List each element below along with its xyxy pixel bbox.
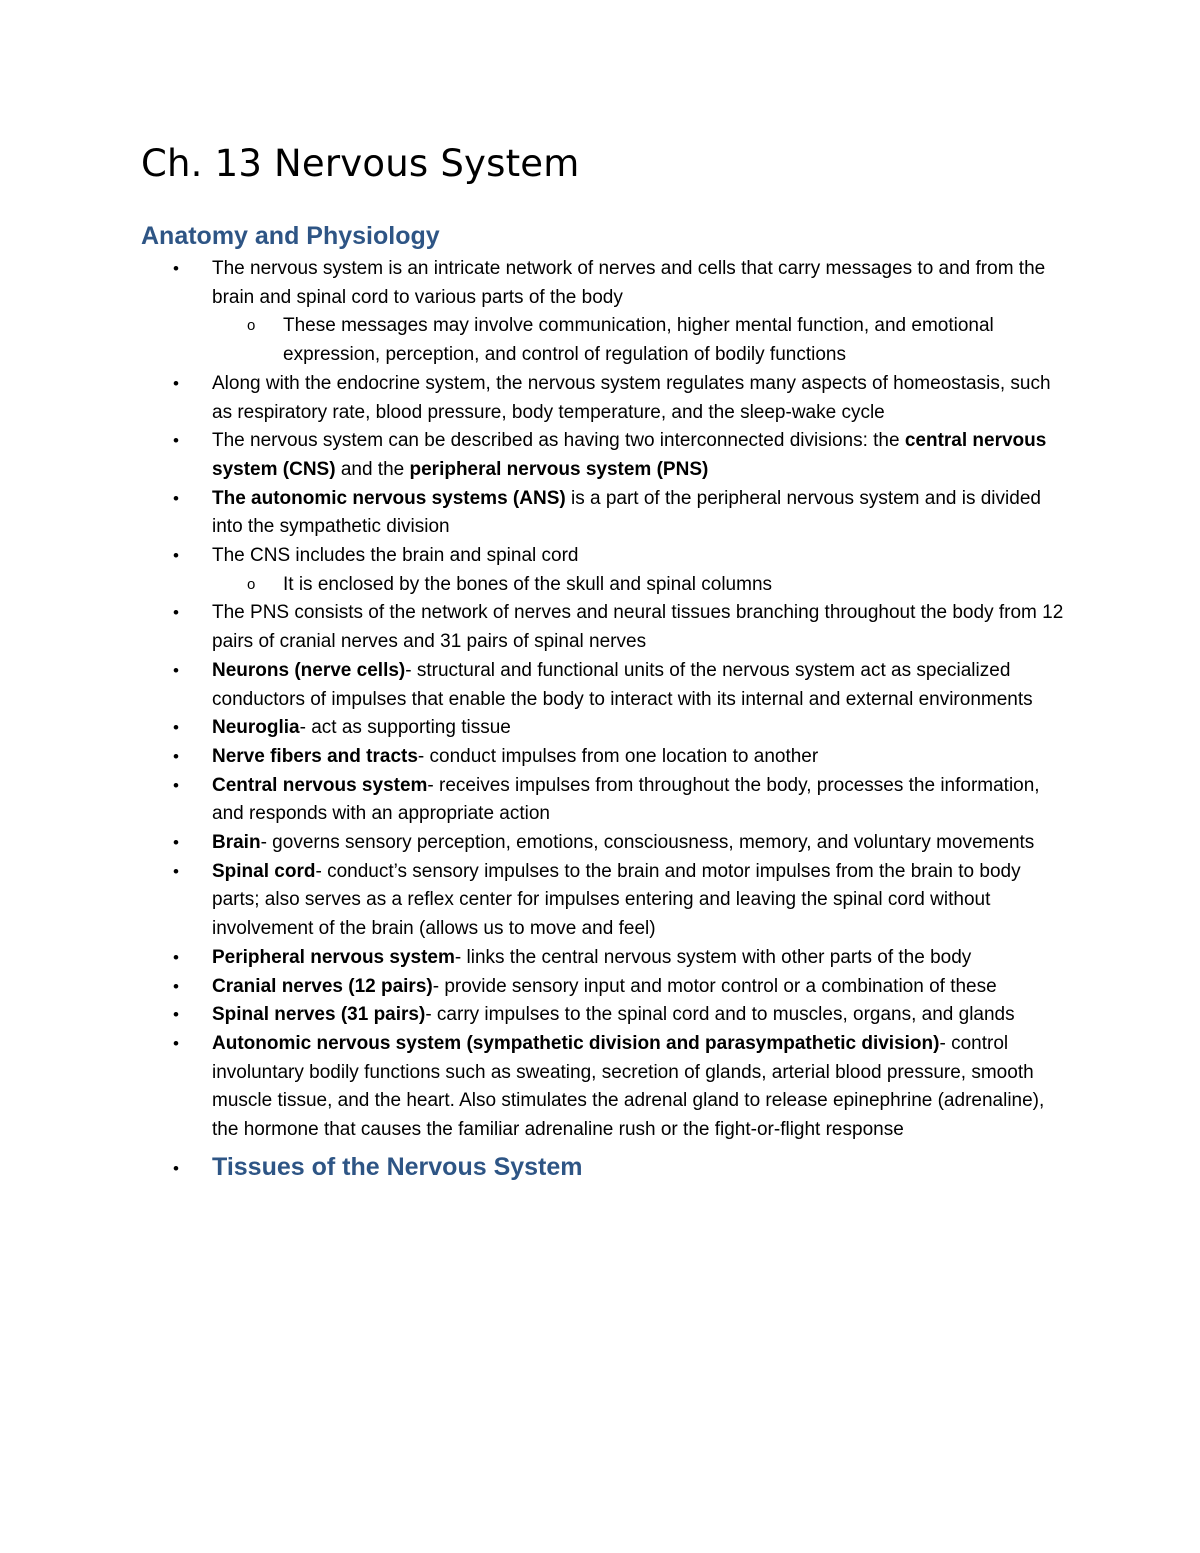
bullet-icon: • [173,976,179,996]
sub-bullet-icon: o [247,575,256,593]
bullet-icon: • [173,718,179,738]
item-text: - provide sensory input and motor control or a combination of these [432,975,997,997]
bullet-icon: • [173,746,179,766]
item-text: - act as supporting tissue [299,717,511,739]
list-item [0,485,1067,542]
list-item-heading [0,1149,1067,1185]
item-text: Along with the endocrine system, the nervous system regulates many aspects of homeostasis, such as respiratory rate, blood pressure, body temperature, and the sleep-wake cycle [212,372,1051,423]
list-item [0,599,1067,656]
list-item [0,714,1067,743]
item-term: Peripheral nervous system [212,946,455,968]
item-term: Neurons (nerve cells) [212,659,406,681]
item-term: The autonomic nervous systems (ANS) [212,487,566,509]
item-text: is a part of the peripheral nervous system and is divided into the sympathetic division [212,487,1041,538]
item-term: Nerve fibers and tracts [212,745,418,767]
bullet-icon: • [173,373,179,393]
section-heading-anatomy: Anatomy and Physiology [141,222,440,250]
list-item [0,743,1067,772]
item-text: and the [335,458,410,480]
list-item [0,255,1067,312]
bullet-icon: • [173,259,179,278]
item-text: - conduct’s sensory impulses to the brain and motor impulses from the brain to body parts; also serves as a reflex center for impulses entering and leaving the spinal cord without involvement of the brain (allows us to move and feel) [212,860,1021,940]
list-item [0,427,1067,484]
bullet-icon: • [173,833,179,853]
item-text: - receives impulses from throughout the body, processes the information, and responds with an appropriate action [212,774,1040,825]
item-term: Cranial nerves (12 pairs) [212,975,433,997]
item-text: - control involuntary bodily functions such as sweating, secretion of glands, arterial blood pressure, smooth muscle tissue, and the heart. Also stimulates the adrenal gland to release epinephrine (adrenaline), the hormone that causes the familiar adrenaline rush or the fight-or-flight response [212,1032,1045,1141]
bullet-icon: • [173,775,179,795]
sub-list-item [0,312,1063,369]
item-text: - structural and functional units of the nervous system act as specialized conductors of impulses that enable the body to interact with its internal and external environments [212,659,1033,710]
term-pns: peripheral nervous system (PNS) [409,458,709,480]
list-item [0,1030,1067,1145]
item-term: Neuroglia [212,717,300,739]
sub-list-item [0,571,1063,600]
section-heading-tissues: Tissues of the Nervous System [212,1152,583,1181]
item-text: - governs sensory perception, emotions, consciousness, memory, and voluntary movements [260,832,1035,854]
term-cns: central nervous system (CNS) [212,430,1047,480]
sub-bullet-icon: o [247,317,256,335]
list-item [0,657,1067,714]
bullet-icon: • [173,431,179,451]
bullet-icon: • [173,1005,179,1025]
bullet-icon: • [173,1158,179,1178]
bullet-icon: • [173,947,179,967]
list-item [0,858,1067,944]
item-text: These messages may involve communication, higher mental function, and emotional expression, perception, and control of regulation of bodily functions [283,315,994,366]
item-term: Spinal cord [212,860,316,882]
list-item [0,772,1067,829]
bullet-list [0,255,1200,1185]
bullet-icon: • [173,546,179,566]
list-item [0,829,1067,858]
list-item [0,370,1067,427]
item-term: Brain [212,832,261,854]
list-item [0,944,1067,973]
item-text: The nervous system is an intricate network of nerves and cells that carry messages to and from the brain and spinal cord to various parts of the body [212,258,1046,308]
list-item [0,542,1067,571]
page-title: Ch. 13 Nervous System [141,142,580,185]
item-text: The PNS consists of the network of nerves and neural tissues branching throughout the body from 12 pairs of cranial nerves and 31 pairs of spinal nerves [212,602,1064,653]
bullet-icon: • [173,1033,179,1053]
bullet-icon: • [173,603,179,623]
bullet-icon: • [173,488,179,508]
item-text: The CNS includes the brain and spinal cord [212,545,579,567]
item-text: - carry impulses to the spinal cord and to muscles, organs, and glands [425,1004,1015,1026]
bullet-icon: • [173,660,179,680]
item-term: Central nervous system [212,774,428,796]
item-text: The nervous system can be described as having two interconnected divisions: the [212,430,905,452]
item-text: - conduct impulses from one location to another [417,745,819,767]
item-text: - links the central nervous system with other parts of the body [454,946,972,968]
item-term: Autonomic nervous system (sympathetic division and parasympathetic division) [212,1032,940,1054]
list-item [0,1001,1067,1030]
bullet-icon: • [173,861,179,881]
item-text: It is enclosed by the bones of the skull and spinal columns [283,573,773,595]
list-item [0,973,1067,1002]
item-term: Spinal nerves (31 pairs) [212,1004,426,1026]
